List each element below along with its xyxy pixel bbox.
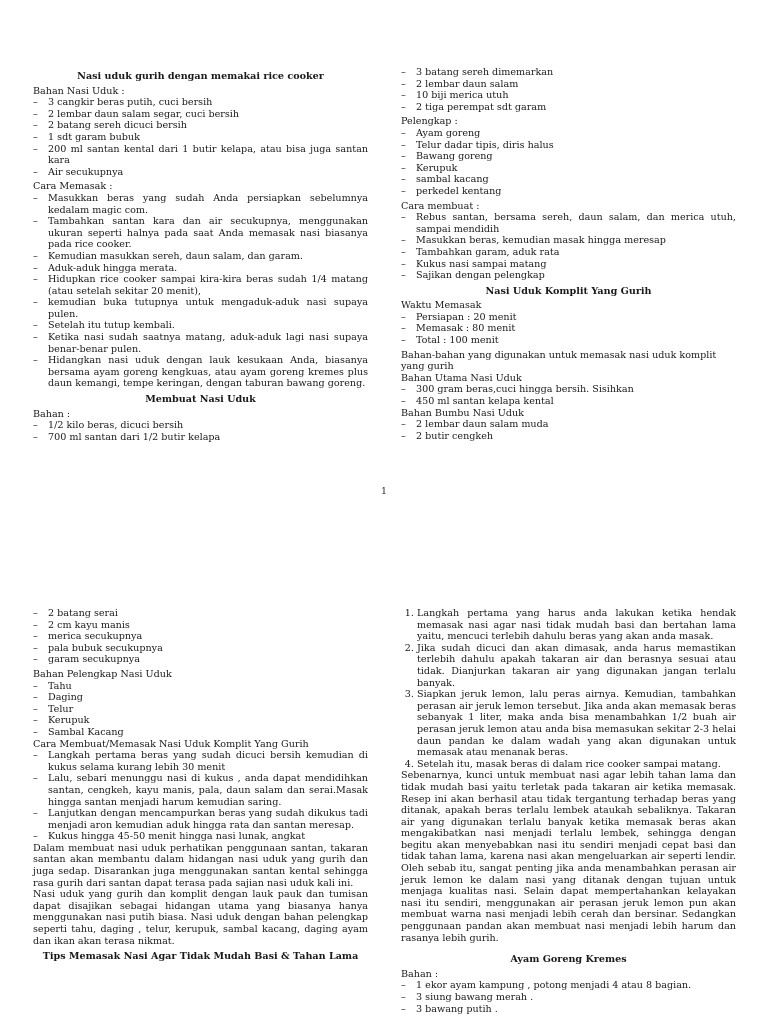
list-item: – 2 tiga perempat sdt garam	[401, 102, 736, 114]
ingredients-list	[33, 420, 368, 443]
list-item: – Masukkan beras, kemudian masak hingga meresap	[401, 235, 736, 247]
list-item: – Persiapan : 20 menit	[401, 312, 736, 324]
list-item: – Sajikan dengan pelengkap	[401, 270, 736, 282]
method-label: Cara Memasak :	[33, 181, 113, 193]
list-item: – kemudian buka tutupnya untuk mengaduk-aduk nasi supaya pulen.	[33, 297, 368, 320]
section-title: Membuat Nasi Uduk	[145, 394, 256, 406]
list-item: – Kemudian masukkan sereh, daun salam, dan garam.	[33, 251, 368, 263]
list-item: – 3 siung bawang merah .	[401, 992, 736, 1004]
section-title: Tips Memasak Nasi Agar Tidak Mudah Basi & Tahan Lama	[42, 951, 359, 963]
page-number: 1	[381, 487, 387, 497]
ingredients-label: Bahan :	[401, 968, 439, 980]
recipe-title: Nasi uduk gurih dengan memakai rice cooker	[77, 71, 324, 82]
ingredients-label: Bahan :	[33, 408, 71, 420]
list-item: – Sambal Kacang	[33, 727, 368, 739]
list-item: – Lanjutkan dengan mencampurkan beras yang sudah dikukus tadi menjadi aron kemudian aduk hingga rata dan santan meresap.	[33, 808, 368, 831]
ingredients-label: Bahan Nasi Uduk :	[33, 85, 125, 97]
list-item: – Ayam goreng	[401, 128, 736, 140]
list-item: – garam secukupnya	[33, 654, 368, 666]
list-item: – Lalu, sebari menunggu nasi di kukus , anda dapat mendidihkan santan, cengkeh, kayu manis, pala, daun salam dan serai.Masak hingga santan menjadi harum kemudian saring.	[33, 773, 368, 808]
list-item: – pala bubuk secukupnya	[33, 643, 368, 655]
list-item: – 2 cm kayu manis	[33, 620, 368, 632]
paragraph: Dalam membuat nasi uduk perhatikan penggunaan santan, takaran santan akan membantu dalam hidangan nasi uduk yang gurih dan juga sedap. Disarankan juga menggunakan santan kental sehingga rasa gurih dari santan dapat terasa pada sajian nasi uduk kali ini.	[33, 842, 368, 889]
list-item: – 1 ekor ayam kampung , potong menjadi 4 atau 8 bagian.	[401, 980, 736, 992]
list-item: – 2 lembar daun salam	[401, 79, 736, 91]
method-list	[33, 193, 368, 390]
list-item: – 2 lembar daun salam segar, cuci bersih	[33, 109, 368, 121]
list-item: – 700 ml santan dari 1/2 butir kelapa	[33, 432, 368, 444]
list-item: 1. Langkah pertama yang harus anda lakukan ketika hendak memasak nasi agar nasi tidak mudah basi dan bertahan lama yaitu, mencuci terlebih dahulu beras yang akan anda masak.	[417, 608, 736, 643]
list-item: – Air secukupnya	[33, 167, 368, 179]
list-item: – Total : 100 menit	[401, 335, 736, 347]
list-item: – Ketika nasi sudah saatnya matang, aduk-aduk lagi nasi supaya benar-benar pulen.	[33, 332, 368, 355]
list-item: – Tahu	[33, 681, 368, 693]
method-label: Cara membuat :	[401, 200, 480, 212]
list-item: – Kerupuk	[33, 715, 368, 727]
spice-ingredients-list	[401, 419, 736, 442]
list-item: – Kukus nasi sampai matang	[401, 259, 736, 271]
complements-label: Bahan Pelengkap Nasi Uduk	[33, 668, 172, 680]
list-item: – Hidangkan nasi uduk dengan lauk kesukaan Anda, biasanya bersama ayam goreng kengkuas, atau ayam goreng kremes plus daun kemangi, tempe keringan, dengan taburan bawang goreng.	[33, 355, 368, 390]
method-label: Cara Membuat/Memasak Nasi Uduk Komplit Yang Gurih	[33, 738, 309, 750]
list-item: – 1 sdt garam bubuk	[33, 132, 368, 144]
intro-text: Bahan-bahan yang digunakan untuk memasak nasi uduk komplit yang gurih	[401, 349, 717, 373]
list-item: – 300 gram beras,cuci hingga bersih. Sisihkan	[401, 384, 736, 396]
list-item: – Aduk-aduk hingga merata.	[33, 263, 368, 275]
list-item: – 3 cangkir beras putih, cuci bersih	[33, 97, 368, 109]
list-item: – Tambahkan garam, aduk rata	[401, 247, 736, 259]
list-item: 2. Jika sudah dicuci dan akan dimasak, anda harus memastikan terlebih dahulu apakah takaran air dan berasnya sesuai atau tidak. Dianjurkan takaran air yang digunakan jangan terlalu banyak.	[417, 643, 736, 689]
list-item: – perkedel kentang	[401, 186, 736, 198]
list-item: – 2 butir cengkeh	[401, 431, 736, 443]
list-item: – Masukkan beras yang sudah Anda persiapkan sebelumnya kedalam magic com.	[33, 193, 368, 216]
spice-ingredients-list-continued	[33, 608, 368, 666]
list-item: – 1/2 kilo beras, dicuci bersih	[33, 420, 368, 432]
list-item: – Kerupuk	[401, 163, 736, 175]
list-item: – Tambahkan santan kara dan air secukupnya, menggunakan ukuran seperti halnya pada saat Anda memasak nasi biasanya pada rice cooker.	[33, 216, 368, 251]
list-item: – 3 batang sereh dimemarkan	[401, 67, 736, 79]
list-item: – 450 ml santan kelapa kental	[401, 396, 736, 408]
page2-left-column	[33, 608, 368, 966]
paragraph: Sebenarnya, kunci untuk membuat nasi agar lebih tahan lama dan tidak mudah basi yaitu terletak pada takaran air ketika memasak. Resep ini akan berhasil atau tidak tergantung terhadap beras yang ditanak, apakah beras terlalu lembek ataukah sebaliknya. Takaran air yang digunakan terlalu banyak ketika memasak beras akan mengakibatkan nasi menjadi terlalu lembek, sehingga dengan begitu akan menyebabkan nasi itu sendiri menjadi cepat basi dan tidak tahan lama, karena nasi akan mengeluarkan air seperti lendir. Oleh sebab itu, sangat penting jika anda menambahkan perasan air jeruk lemon ke dalam nasi yang ditanak dengan tujuan untuk menjaga kualitas nasi. Selain dapat mempertahankan kelayakan nasi itu sendiri, menggunakan air perasan jeruk lemon pun akan membuat warna nasi menjadi lebih cerah dan bersinar. Sedangkan penggunaan pandan akan membuat nasi menjadi lebih harum dan rasanya lebih gurih.	[401, 770, 736, 944]
list-item: – 2 lembar daun salam muda	[401, 419, 736, 431]
recipe-title: Ayam Goreng Kremes	[510, 954, 627, 966]
ingredients-list	[401, 980, 736, 1015]
ingredients-list-continued	[401, 67, 736, 113]
list-item: – Kukus hingga 45-50 menit hingga nasi lunak, angkat	[33, 831, 368, 843]
list-item: – Memasak : 80 menit	[401, 323, 736, 335]
list-item: – merica secukupnya	[33, 631, 368, 643]
list-item: 3. Siapkan jeruk lemon, lalu peras airnya. Kemudian, tambahkan perasan air jeruk lemon tersebut. Jika anda akan memasak beras sebanyak 1 liter, maka anda bisa menambahkan 1/2 buah air perasan jeruk lemon atau anda bisa memasukan sekitar 2-3 helai daun pandan ke dalam wadah yang akan digunakan untuk memasak atau menanak beras.	[417, 689, 736, 759]
cooking-time-label: Waktu Memasak	[401, 300, 482, 312]
cooking-time-list	[401, 312, 736, 347]
list-item: – Daging	[33, 692, 368, 704]
ingredients-list	[33, 97, 368, 178]
complements-list	[401, 128, 736, 198]
paragraph: Nasi uduk yang gurih dan komplit dengan lauk pauk dan tumisan dapat disajikan sebagai hidangan utama yang biasanya hanya menggunakan nasi putih biasa. Nasi uduk dengan bahan pelengkap seperti tahu, daging , telur, kerupuk, sambal kacang, daging ayam dan ikan akan terasa nikmat.	[33, 889, 368, 947]
list-item: – 10 biji merica utuh	[401, 90, 736, 102]
method-list	[33, 750, 368, 843]
list-item: – Setelah itu tutup kembali.	[33, 320, 368, 332]
list-item: 4. Setelah itu, masak beras di dalam rice cooker sampai matang.	[417, 759, 736, 771]
recipe-title: Nasi Uduk Komplit Yang Gurih	[485, 285, 652, 297]
list-item: – 200 ml santan kental dari 1 butir kelapa, atau bisa juga santan kara	[33, 144, 368, 167]
main-ingredients-list	[401, 384, 736, 407]
main-ingredients-label: Bahan Utama Nasi Uduk	[401, 372, 522, 384]
complements-label: Pelengkap :	[401, 116, 458, 128]
page2-right-column	[401, 608, 736, 1015]
list-item: – Telur dadar tipis, diris halus	[401, 140, 736, 152]
list-item: – sambal kacang	[401, 174, 736, 186]
page1-left-column	[33, 67, 368, 443]
list-item: – Telur	[33, 704, 368, 716]
complements-list	[33, 681, 368, 739]
list-item: – 2 batang serai	[33, 608, 368, 620]
list-item: – 2 batang sereh dicuci bersih	[33, 120, 368, 132]
spice-ingredients-label: Bahan Bumbu Nasi Uduk	[401, 407, 524, 419]
tips-list	[401, 608, 736, 770]
method-list	[401, 212, 736, 282]
page1-right-column	[401, 67, 736, 442]
list-item: – 3 bawang putih .	[401, 1004, 736, 1016]
list-item: – Hidupkan rice cooker sampai kira-kira beras sudah 1/4 matang (atau setelah sekitar 20 menit),	[33, 274, 368, 297]
page-2	[0, 512, 768, 1024]
list-item: – Bawang goreng	[401, 151, 736, 163]
list-item: – Rebus santan, bersama sereh, daun salam, dan merica utuh, sampai mendidih	[401, 212, 736, 235]
list-item: – Langkah pertama beras yang sudah dicuci bersih kemudian di kukus selama kurang lebih 30 menit	[33, 750, 368, 773]
